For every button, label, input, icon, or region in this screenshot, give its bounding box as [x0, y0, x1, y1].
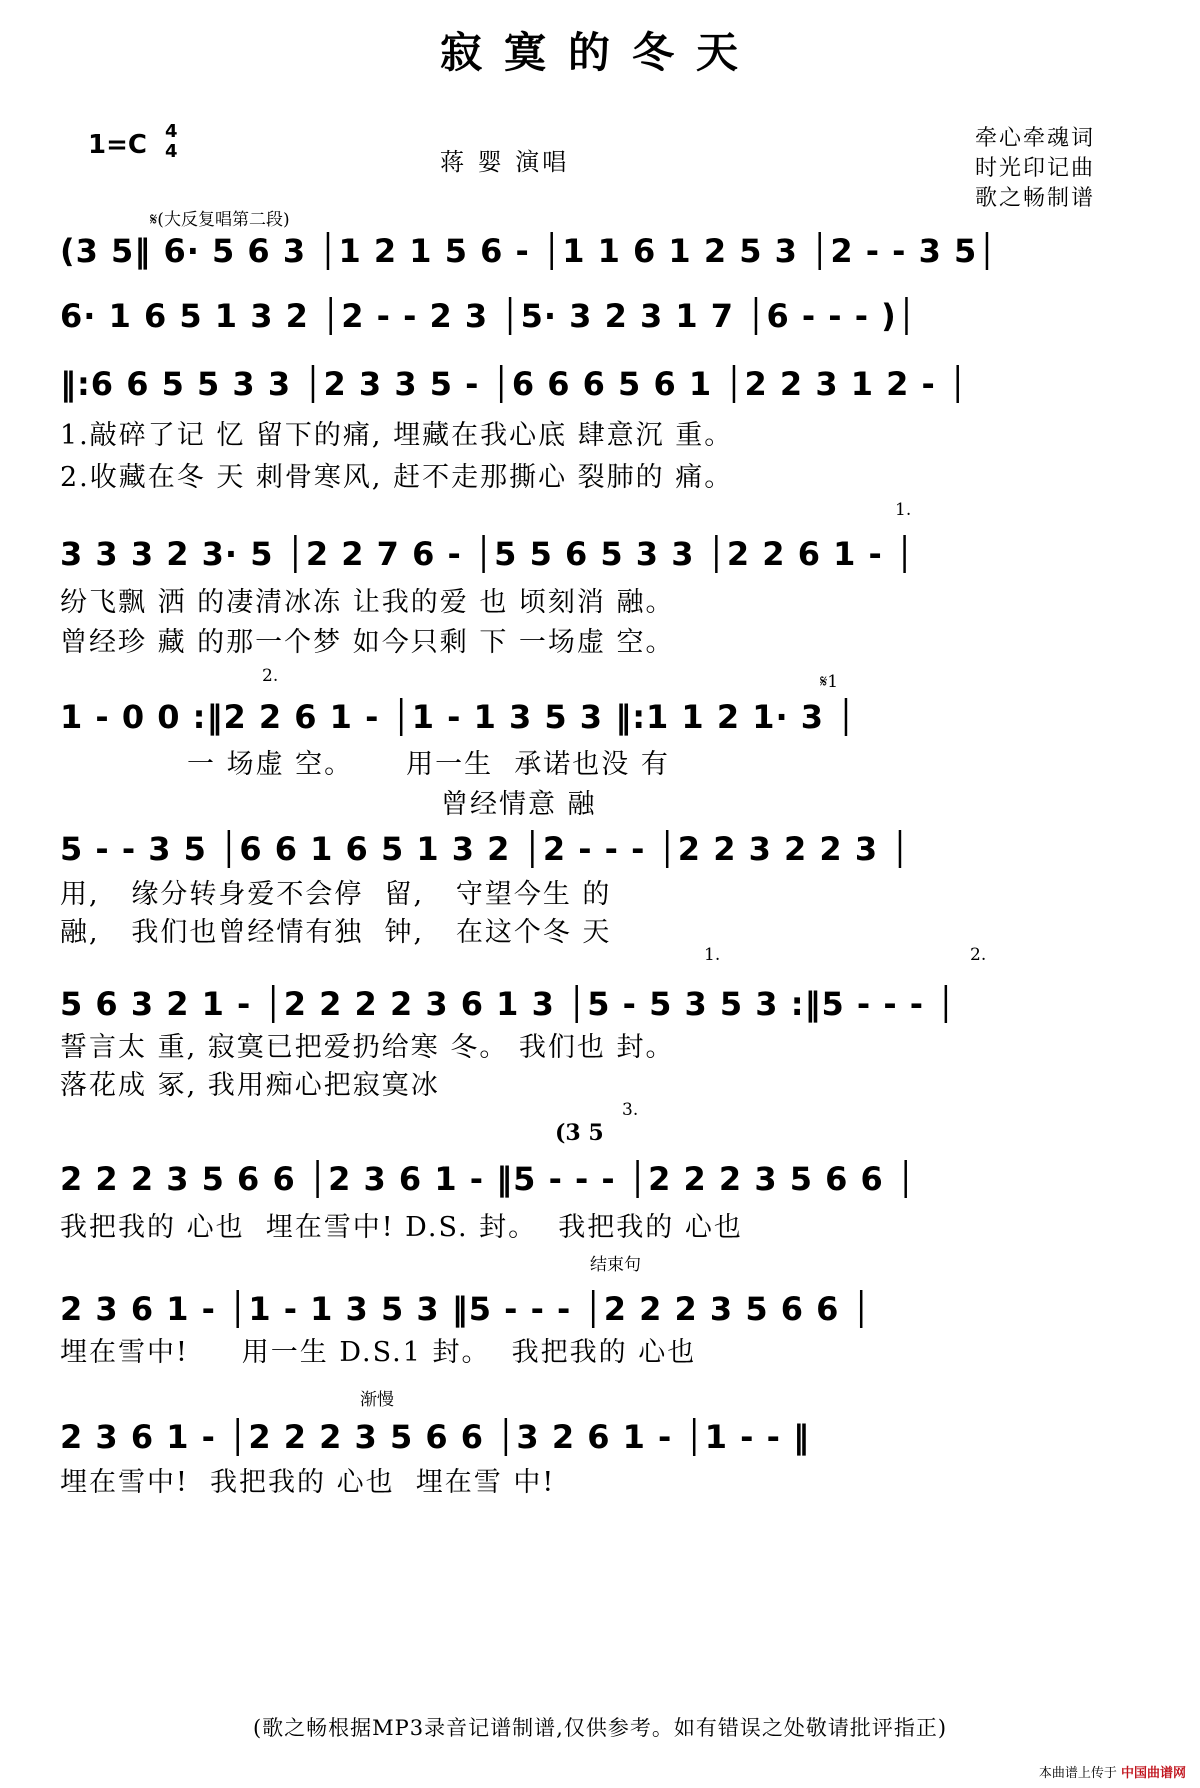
time-signature-top: 4 [165, 121, 178, 142]
slowing-mark: 渐慢 [360, 1390, 394, 1410]
composer-credit: 时光印记曲 [975, 156, 1096, 181]
lyrics-system-10: 埋在雪中! 我把我的 心也 埋在雪 中! [60, 1467, 556, 1498]
key-signature: 1=C [88, 130, 147, 160]
lyrics-system-9: 埋在雪中! 用一生 D.S.1 封。 我把我的 心也 [60, 1337, 697, 1368]
ending-mark: 结束句 [590, 1255, 641, 1275]
lyricist-credit: 牵心牵魂词 [975, 126, 1096, 151]
volta-2-mark: 2. [262, 666, 279, 686]
page-title: 寂寞的冬天 [439, 28, 760, 77]
lyrics-system-5-verse-2: 曾经情意 融 [60, 789, 597, 820]
notes-system-7: 5 6 3 2 1 - │2 2 2 2 3 6 1 3 │5 - 5 3 5 3 :‖5 - - - │ [60, 985, 957, 1023]
lyrics-system-4-verse-1: 纷飞飘 洒 的凄清冰冻 让我的爱 也 顷刻消 融。 [60, 587, 675, 618]
upload-credit [1039, 1762, 1186, 1781]
volta-1-mark-b: 1. [704, 945, 721, 965]
volta-2-mark-b: 2. [970, 945, 987, 965]
notes-system-3: ‖:6 6 5 5 3 3 │2 3 3 5 - │6 6 6 5 6 1 │2 2 3 1 2 - │ [60, 365, 969, 403]
notes-system-10: 2 3 6 1 - │2 2 2 3 5 6 6 │3 2 6 1 - │1 - - ‖ [60, 1418, 810, 1456]
segno-1-mark: 𝄋1 [820, 672, 839, 692]
lyrics-system-4-verse-2: 曾经珍 藏 的那一个梦 如今只剩 下 一场虚 空。 [60, 627, 675, 658]
volta-3-mark: 3. [622, 1100, 639, 1120]
volta-1-mark: 1. [895, 500, 912, 520]
notes-system-4: 3 3 3 2 3· 5 │2 2 7 6 - │5 5 6 5 3 3 │2 2 6 1 - │ [60, 535, 916, 573]
notes-system-6: 5 - - 3 5 │6 6 1 6 5 1 3 2 │2 - - - │2 2 3 2 2 3 │ [60, 830, 911, 868]
time-signature-bottom: 4 [165, 141, 178, 162]
lyrics-system-7-verse-2: 落花成 冢, 我用痴心把寂寞冰 [60, 1070, 440, 1101]
segno-note: 𝄋(大反复唱第二段) [150, 210, 290, 230]
time-signature [165, 122, 178, 162]
upload-note: 本曲谱上传于 [1038, 1766, 1117, 1781]
notes-system-8: 2 2 2 3 5 6 6 │2 3 6 1 - ‖5 - - - │2 2 2 3 5 6 6 │ [60, 1160, 917, 1198]
lyrics-system-5-verse-1: 一 场虚 空。 用一生 承诺也没 有 [60, 749, 670, 780]
lyrics-system-6-verse-2: 融, 我们也曾经情有独 钟, 在这个冬 天 [60, 917, 612, 948]
site-logo: 中国曲谱网 [1120, 1766, 1186, 1781]
lyrics-system-6-verse-1: 用, 缘分转身爱不会停 留, 守望今生 的 [60, 879, 612, 910]
notes-system-1: (3 5‖ 6· 5 6 3 │1 2 1 5 6 - │1 1 6 1 2 5 3 │2 - - 3 5│ [60, 232, 998, 270]
lyrics-system-3-verse-2: 2.收藏在冬 天 刺骨寒风, 赶不走那撕心 裂肺的 痛。 [60, 462, 734, 493]
pickup-notes: (3 5 [555, 1120, 604, 1146]
credits [975, 124, 1095, 214]
notes-system-9: 2 3 6 1 - │1 - 1 3 5 3 ‖5 - - - │2 2 2 3 5 6 6 │ [60, 1290, 872, 1328]
lyrics-system-7-verse-1: 誓言太 重, 寂寞已把爱扔给寒 冬。 我们也 封。 [60, 1032, 675, 1063]
singer-credit: 蒋 婴 演唱 [440, 148, 570, 176]
transcriber-credit: 歌之畅制谱 [975, 186, 1096, 211]
transcription-footnote: (歌之畅根据MP3录音记谱制谱,仅供参考。如有错误之处敬请批评指正) [252, 1716, 948, 1740]
notes-system-2: 6· 1 6 5 1 3 2 │2 - - 2 3 │5· 3 2 3 1 7 │6 - - - )│ [60, 297, 918, 335]
notes-system-5: 1 - 0 0 :‖2 2 6 1 - │1 - 1 3 5 3 ‖:1 1 2 1· 3 │ [60, 698, 857, 736]
lyrics-system-3-verse-1: 1.敲碎了记 忆 留下的痛, 埋藏在我心底 肆意沉 重。 [60, 420, 734, 451]
lyrics-system-8: 我把我的 心也 埋在雪中! D.S. 封。 我把我的 心也 [60, 1212, 743, 1243]
